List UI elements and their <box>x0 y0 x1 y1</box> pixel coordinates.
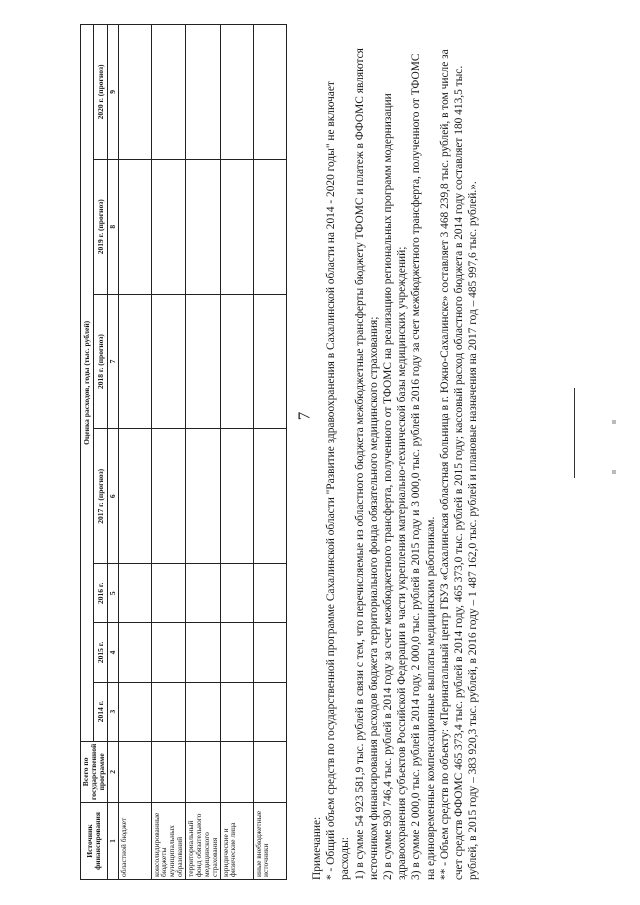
column-number: 6 <box>107 429 118 564</box>
note-paragraph: 2) в сумме 930 746,4 тыс. рублей в 2014 году за счет межбюджетного трансферта, полученного от ТФОМС на реализацию региональных программ модернизации здравоохранения субъектов Российской Федерации в части укрепления материально-технической базы медицинских учреждений; <box>382 93 409 880</box>
column-number: 8 <box>107 159 118 294</box>
note-paragraph: ** - Объем средств по объекту: «Перинатальный центр ГБУЗ «Сахалинская областная больница в г. Южно-Сахалинске» составляет 3 468 239,8 тыс. рублей, в том числе за счет средств ФФОМС 465 373,4 тыс. рублей в 2014 году, 465 373,0 тыс. рублей в 2015 году; кассовый расход областного бюджета в 2014 году составляет 180 413,5 тыс. рублей, в 2015 году – 383 920,3 тыс. рублей, в 2016 году – 1 487 162,0 тыс. рублей и плановые назначения на 2017 год – 485 997,6 тыс. рублей.». <box>438 49 480 880</box>
scan-mark <box>612 470 616 474</box>
note-paragraph: * - Общий объем средств по государственной программе Сахалинской области "Развитие здравоохранения в Сахалинской области на 2014 - 2020 годы" не включает расходы: <box>325 81 352 880</box>
year-header: 2015 г. <box>94 623 107 682</box>
year-header: 2014 г. <box>94 682 107 741</box>
row-label: иные внебюджетные источники <box>253 803 286 880</box>
column-number: 5 <box>107 564 118 623</box>
signature-line <box>574 388 575 478</box>
scan-mark <box>612 420 616 424</box>
year-header: 2017 г. (прогноз) <box>94 429 107 564</box>
year-header: 2019 г. (прогноз) <box>94 159 107 294</box>
row-label: юридические и физические лица <box>220 803 253 880</box>
notes-heading: Примечание: <box>311 816 323 880</box>
column-number: 1 <box>107 803 118 880</box>
table-row <box>151 25 186 880</box>
row-label: территориальный фонд обязательного медицинского страхования <box>186 803 221 880</box>
note-paragraph: 1) в сумме 54 923 581,9 тыс. рублей в связи с тем, что перечисляемые из областного бюджета межбюджетные трансферты бюджету ТФОМС и платеж в ФФОМС являются источником финансирования расходов бюджета территориального фонда обязательного медицинского страхования; <box>353 48 380 880</box>
header-estimate: Оценка расходов, годы (тыс. рублей) <box>81 25 94 742</box>
note-paragraph: 3) в сумме 2 000,0 тыс. рублей в 2014 году, 2 000,0 тыс. рублей в 2015 году и 3 000,0 тыс. рублей в 2016 году за счет межбюджетного трансферта, полученного от ТФОМС на единовременные компенсационные выплаты медицинским работникам. <box>410 53 437 880</box>
table-row <box>186 25 221 880</box>
row-label: консолидированные бюджеты муниципальных образований <box>151 803 186 880</box>
funding-table <box>80 24 287 880</box>
header-source: Источник финансирования <box>81 803 108 880</box>
row-label: областной бюджет <box>118 803 151 880</box>
table-row <box>253 25 286 880</box>
year-header: 2020 г. (прогноз) <box>94 25 107 160</box>
page-number: 7 <box>294 411 314 421</box>
year-header: 2018 г. (прогноз) <box>94 294 107 429</box>
column-number: 3 <box>107 682 118 741</box>
notes-section <box>310 40 480 880</box>
column-number: 2 <box>107 741 118 802</box>
table-row <box>118 25 151 880</box>
header-total: Всего по государственной программе <box>81 741 108 802</box>
rotated-page-content <box>80 20 510 880</box>
column-number: 9 <box>107 25 118 160</box>
year-header: 2016 г. <box>94 564 107 623</box>
table-row <box>220 25 253 880</box>
column-number: 4 <box>107 623 118 682</box>
column-number: 7 <box>107 294 118 429</box>
